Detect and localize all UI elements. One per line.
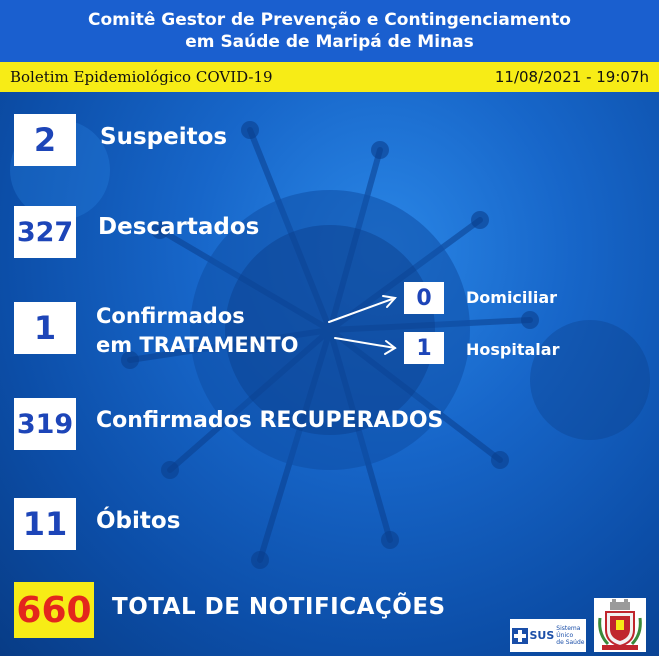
tratamento-label-line1: Confirmados [96,304,245,328]
obitos-count: 11 [14,498,76,550]
header-banner [0,0,659,62]
total-label: TOTAL DE NOTIFICAÇÕES [112,594,446,620]
header-title-line1: Comitê Gestor de Prevenção e Contingenciamento [88,10,571,30]
tratamento-label-line2: em TRATAMENTO [96,333,299,357]
hospitalar-count: 1 [404,332,444,364]
bulletin-title: Boletim Epidemiológico COVID-19 [10,68,273,86]
domiciliar-count: 0 [404,282,444,314]
tratamento-count: 1 [14,302,76,354]
sus-logo-text: SUS [529,629,555,642]
suspeitos-count: 2 [14,114,76,166]
descartados-count: 327 [14,206,76,258]
domiciliar-label: Domiciliar [466,288,558,307]
descartados-label: Descartados [98,214,260,240]
header-title-line2: em Saúde de Maripá de Minas [185,32,474,52]
sus-logo [510,619,586,652]
municipal-crest-icon [594,598,646,652]
recuperados-label: Confirmados RECUPERADOS [96,408,444,433]
obitos-label: Óbitos [96,508,181,534]
recuperados-count: 319 [14,398,76,450]
arrows-icon [325,290,405,360]
sus-logo-subtitle: Sistema Único de Saúde [556,625,585,646]
sus-cross-icon [512,628,528,644]
suspeitos-label: Suspeitos [100,124,228,150]
hospitalar-label: Hospitalar [466,340,560,359]
total-count: 660 [14,582,94,638]
bulletin-bar [0,62,659,92]
bulletin-datetime: 11/08/2021 - 19:07h [494,68,649,86]
